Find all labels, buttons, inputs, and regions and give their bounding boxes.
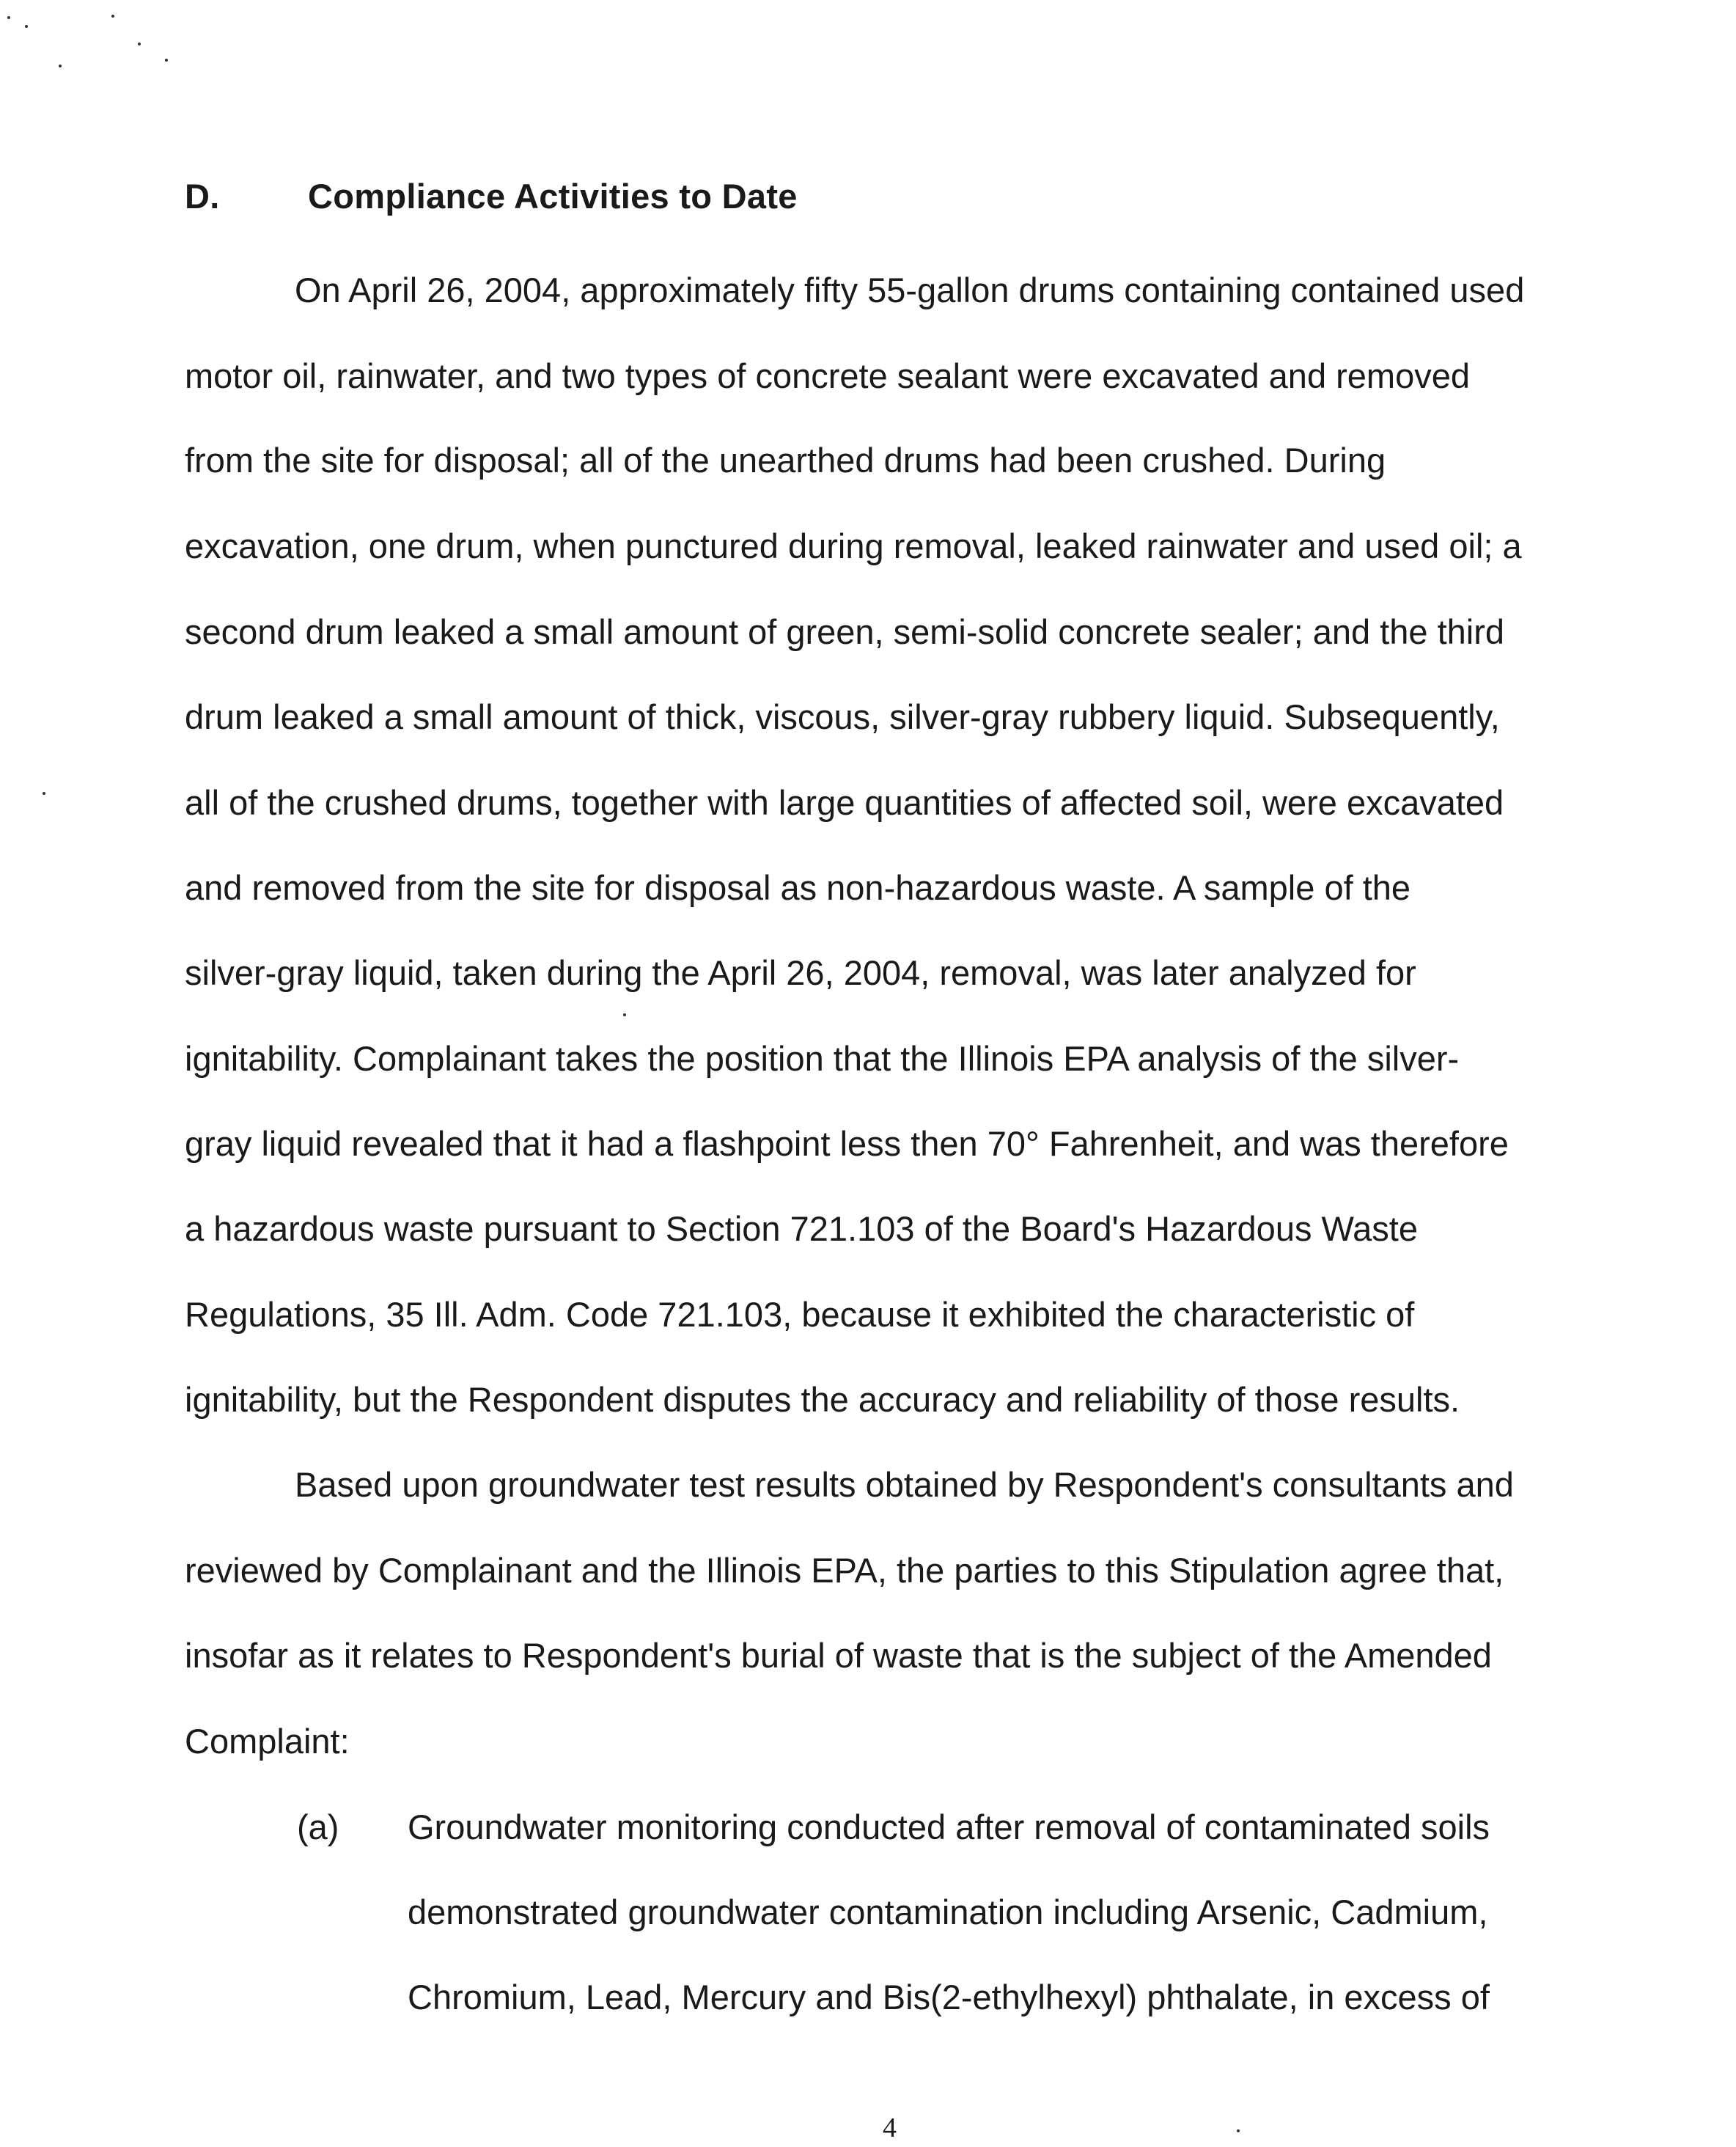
paragraph-line: from the site for disposal; all of the unearthed drums had been crushed. During — [185, 441, 1386, 480]
section-heading — [185, 176, 798, 216]
scan-speck — [59, 65, 62, 67]
list-item-line: demonstrated groundwater contamination including Arsenic, Cadmium, — [408, 1893, 1488, 1931]
scan-speck — [165, 59, 168, 62]
paragraph-line: all of the crushed drums, together with large quantities of affected soil, were excavated — [185, 783, 1504, 822]
scan-speck — [138, 43, 141, 45]
list-item-label: (a) — [297, 1807, 339, 1846]
paragraph-line: second drum leaked a small amount of green, semi-solid concrete sealer; and the third — [185, 612, 1504, 651]
page-number: 4 — [883, 2113, 897, 2143]
scan-speck — [111, 15, 114, 18]
paragraph-line: drum leaked a small amount of thick, viscous, silver-gray rubbery liquid. Subsequently, — [185, 697, 1500, 736]
scan-speck — [25, 25, 28, 28]
list-item-line: Groundwater monitoring conducted after removal of contaminated soils — [408, 1807, 1490, 1846]
list-item-line: Chromium, Lead, Mercury and Bis(2-ethylhexyl) phthalate, in excess of — [408, 1978, 1490, 2016]
section-letter: D. — [185, 177, 220, 216]
paragraph-line: Complaint: — [185, 1722, 350, 1761]
scan-speck — [1237, 2129, 1240, 2132]
paragraph-line: motor oil, rainwater, and two types of concrete sealant were excavated and removed — [185, 356, 1470, 395]
paragraph-line: ignitability. Complainant takes the position that the Illinois EPA analysis of the silver- — [185, 1039, 1460, 1078]
paragraph-line: silver-gray liquid, taken during the April 26, 2004, removal, was later analyzed for — [185, 953, 1416, 992]
paragraph-line: a hazardous waste pursuant to Section 721.103 of the Board's Hazardous Waste — [185, 1209, 1418, 1248]
paragraph-line: gray liquid revealed that it had a flashpoint less then 70° Fahrenheit, and was therefore — [185, 1124, 1509, 1163]
paragraph-line: Regulations, 35 Ill. Adm. Code 721.103, because it exhibited the characteristic of — [185, 1295, 1415, 1334]
scan-speck — [7, 16, 10, 19]
paragraph-line: and removed from the site for disposal as non-hazardous waste. A sample of the — [185, 868, 1411, 907]
scan-speck — [43, 792, 45, 795]
paragraph-line: reviewed by Complainant and the Illinois EPA, the parties to this Stipulation agree that, — [185, 1551, 1504, 1590]
paragraph-line: Based upon groundwater test results obtained by Respondent's consultants and — [295, 1465, 1514, 1504]
paragraph-line: ignitability, but the Respondent disputes the accuracy and reliability of those results. — [185, 1380, 1460, 1419]
paragraph-line: excavation, one drum, when punctured during removal, leaked rainwater and used oil; a — [185, 526, 1522, 565]
section-title: Compliance Activities to Date — [308, 177, 798, 216]
paragraph-line: insofar as it relates to Respondent's burial of waste that is the subject of the Amended — [185, 1636, 1492, 1675]
paragraph-line: On April 26, 2004, approximately fifty 55-gallon drums containing contained used — [295, 271, 1525, 309]
scan-speck — [623, 1013, 626, 1016]
